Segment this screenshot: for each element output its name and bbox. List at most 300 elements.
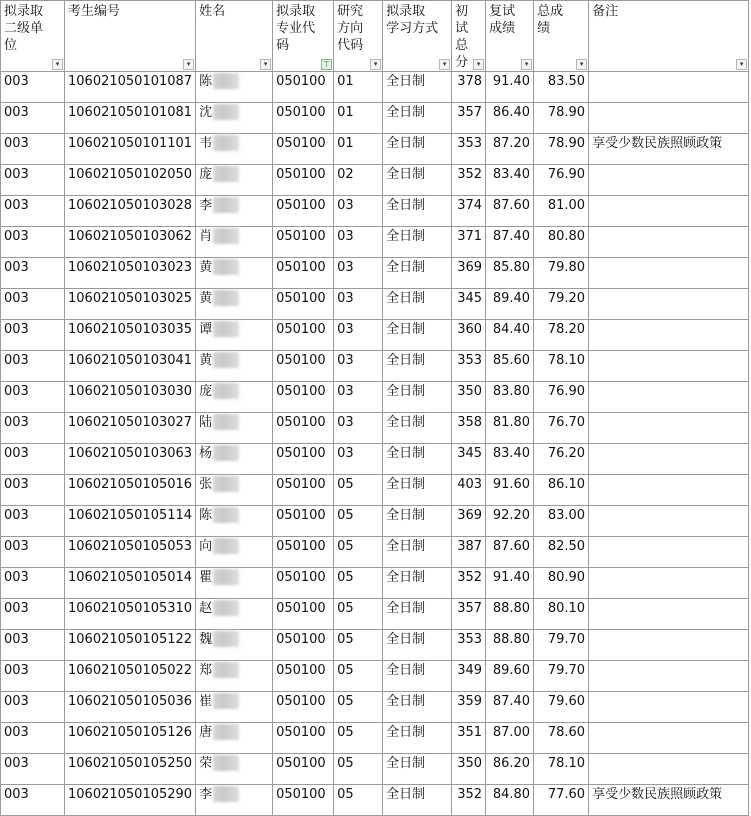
cell-retest[interactable]: 83.40: [486, 444, 534, 475]
cell-retest[interactable]: 87.60: [486, 196, 534, 227]
table-row: [1, 72, 749, 103]
cell-unit[interactable]: 003: [1, 630, 65, 661]
cell-name[interactable]: [196, 630, 273, 661]
cell-unit[interactable]: 003: [1, 599, 65, 630]
cell-note[interactable]: [589, 444, 749, 475]
cell-dir[interactable]: 03: [334, 382, 383, 413]
cell-retest[interactable]: 88.80: [486, 630, 534, 661]
cell-note[interactable]: [589, 630, 749, 661]
cell-note[interactable]: [589, 413, 749, 444]
name-text: 庞: [199, 384, 213, 399]
cell-name[interactable]: [196, 320, 273, 351]
cell-id[interactable]: 106021050102050: [65, 165, 196, 196]
cell-initial[interactable]: 357: [452, 103, 486, 134]
cell-unit[interactable]: 003: [1, 754, 65, 785]
cell-unit[interactable]: 003: [1, 320, 65, 351]
table-row: [1, 785, 749, 816]
cell-major[interactable]: 050100: [273, 661, 334, 692]
cell-name[interactable]: [196, 103, 273, 134]
cell-unit[interactable]: 003: [1, 165, 65, 196]
cell-major[interactable]: 050100: [273, 227, 334, 258]
cell-unit[interactable]: 003: [1, 692, 65, 723]
cell-mode[interactable]: 全日制: [383, 227, 452, 258]
redaction-blur: [213, 104, 239, 120]
cell-initial[interactable]: 403: [452, 475, 486, 506]
cell-mode[interactable]: 全日制: [383, 568, 452, 599]
cell-mode[interactable]: 全日制: [383, 258, 452, 289]
cell-mode[interactable]: 全日制: [383, 72, 452, 103]
name-text: 黄: [199, 291, 213, 306]
cell-mode[interactable]: 全日制: [383, 351, 452, 382]
cell-major[interactable]: 050100: [273, 599, 334, 630]
column-header-label: 考生编号: [68, 4, 121, 19]
cell-name[interactable]: [196, 196, 273, 227]
cell-major[interactable]: 050100: [273, 568, 334, 599]
cell-unit[interactable]: 003: [1, 785, 65, 816]
cell-unit[interactable]: 003: [1, 568, 65, 599]
cell-dir[interactable]: 03: [334, 351, 383, 382]
filter-dropdown-icon[interactable]: ▾: [52, 59, 63, 70]
cell-major[interactable]: 050100: [273, 72, 334, 103]
cell-mode[interactable]: 全日制: [383, 537, 452, 568]
cell-major[interactable]: 050100: [273, 196, 334, 227]
cell-major[interactable]: 050100: [273, 289, 334, 320]
cell-total[interactable]: 78.10: [534, 754, 589, 785]
cell-initial[interactable]: 387: [452, 537, 486, 568]
cell-unit[interactable]: 003: [1, 413, 65, 444]
filter-dropdown-icon[interactable]: ▾: [260, 59, 271, 70]
cell-initial[interactable]: 378: [452, 72, 486, 103]
cell-retest[interactable]: 91.60: [486, 475, 534, 506]
redaction-blur: [213, 786, 239, 802]
cell-retest[interactable]: 92.20: [486, 506, 534, 537]
name-text: 李: [199, 198, 213, 213]
cell-unit[interactable]: 003: [1, 661, 65, 692]
cell-unit[interactable]: 003: [1, 382, 65, 413]
redaction-blur: [213, 755, 239, 771]
column-header-mode[interactable]: [383, 1, 452, 72]
cell-total[interactable]: 79.70: [534, 661, 589, 692]
cell-retest[interactable]: 87.20: [486, 134, 534, 165]
cell-note[interactable]: [589, 227, 749, 258]
cell-id[interactable]: 106021050103025: [65, 289, 196, 320]
cell-retest[interactable]: 87.60: [486, 537, 534, 568]
column-header-label: 拟录取 学习方式: [386, 4, 439, 36]
cell-id[interactable]: 106021050105016: [65, 475, 196, 506]
cell-name[interactable]: [196, 568, 273, 599]
redaction-blur: [213, 445, 239, 461]
cell-retest[interactable]: 85.80: [486, 258, 534, 289]
cell-mode[interactable]: 全日制: [383, 165, 452, 196]
cell-dir[interactable]: 03: [334, 289, 383, 320]
cell-unit[interactable]: 003: [1, 196, 65, 227]
cell-dir[interactable]: 05: [334, 475, 383, 506]
cell-total[interactable]: 81.00: [534, 196, 589, 227]
cell-note[interactable]: [589, 692, 749, 723]
cell-name[interactable]: [196, 661, 273, 692]
cell-major[interactable]: 050100: [273, 506, 334, 537]
cell-major[interactable]: 050100: [273, 475, 334, 506]
cell-total[interactable]: 76.90: [534, 382, 589, 413]
cell-mode[interactable]: 全日制: [383, 382, 452, 413]
cell-dir[interactable]: 05: [334, 692, 383, 723]
cell-id[interactable]: 106021050105290: [65, 785, 196, 816]
cell-retest[interactable]: 91.40: [486, 72, 534, 103]
cell-major[interactable]: 050100: [273, 165, 334, 196]
table-row: [1, 723, 749, 754]
cell-dir[interactable]: 03: [334, 258, 383, 289]
cell-mode[interactable]: 全日制: [383, 103, 452, 134]
cell-total[interactable]: 79.80: [534, 258, 589, 289]
cell-dir[interactable]: 05: [334, 723, 383, 754]
cell-major[interactable]: 050100: [273, 351, 334, 382]
cell-note[interactable]: [589, 382, 749, 413]
cell-retest[interactable]: 88.80: [486, 599, 534, 630]
cell-dir[interactable]: 05: [334, 630, 383, 661]
cell-id[interactable]: 106021050103028: [65, 196, 196, 227]
cell-mode[interactable]: 全日制: [383, 475, 452, 506]
cell-note[interactable]: 享受少数民族照顾政策: [589, 134, 749, 165]
cell-unit[interactable]: 003: [1, 134, 65, 165]
redaction-blur: [213, 538, 239, 554]
redaction-blur: [213, 662, 239, 678]
cell-name[interactable]: [196, 165, 273, 196]
cell-id[interactable]: 106021050105310: [65, 599, 196, 630]
cell-name[interactable]: [196, 134, 273, 165]
cell-id[interactable]: 106021050103027: [65, 413, 196, 444]
column-header-initial[interactable]: [452, 1, 486, 72]
cell-total[interactable]: 80.90: [534, 568, 589, 599]
cell-dir[interactable]: 05: [334, 506, 383, 537]
cell-name[interactable]: [196, 382, 273, 413]
cell-note[interactable]: [589, 258, 749, 289]
cell-major[interactable]: 050100: [273, 382, 334, 413]
cell-dir[interactable]: 05: [334, 754, 383, 785]
cell-initial[interactable]: 352: [452, 165, 486, 196]
cell-dir[interactable]: 01: [334, 134, 383, 165]
cell-initial[interactable]: 371: [452, 227, 486, 258]
cell-total[interactable]: 80.80: [534, 227, 589, 258]
cell-major[interactable]: 050100: [273, 103, 334, 134]
cell-mode[interactable]: 全日制: [383, 320, 452, 351]
cell-note[interactable]: [589, 165, 749, 196]
cell-unit[interactable]: 003: [1, 537, 65, 568]
cell-total[interactable]: 80.10: [534, 599, 589, 630]
cell-initial[interactable]: 357: [452, 599, 486, 630]
cell-id[interactable]: 106021050105122: [65, 630, 196, 661]
cell-id[interactable]: 106021050101087: [65, 72, 196, 103]
redaction-blur: [213, 414, 239, 430]
cell-id[interactable]: 106021050103063: [65, 444, 196, 475]
cell-name[interactable]: [196, 475, 273, 506]
cell-total[interactable]: 76.90: [534, 165, 589, 196]
cell-note[interactable]: [589, 723, 749, 754]
cell-major[interactable]: 050100: [273, 320, 334, 351]
cell-total[interactable]: 78.10: [534, 351, 589, 382]
cell-dir[interactable]: 01: [334, 72, 383, 103]
cell-total[interactable]: 83.50: [534, 72, 589, 103]
cell-dir[interactable]: 03: [334, 444, 383, 475]
cell-name[interactable]: [196, 692, 273, 723]
cell-id[interactable]: 106021050105126: [65, 723, 196, 754]
cell-id[interactable]: 106021050103030: [65, 382, 196, 413]
name-text: 韦: [199, 136, 213, 151]
cell-name[interactable]: [196, 537, 273, 568]
column-header-total[interactable]: [534, 1, 589, 72]
cell-initial[interactable]: 359: [452, 692, 486, 723]
cell-note[interactable]: 享受少数民族照顾政策: [589, 785, 749, 816]
column-header-retest[interactable]: [486, 1, 534, 72]
cell-name[interactable]: [196, 351, 273, 382]
cell-total[interactable]: 82.50: [534, 537, 589, 568]
cell-mode[interactable]: 全日制: [383, 134, 452, 165]
cell-dir[interactable]: 05: [334, 785, 383, 816]
cell-major[interactable]: 050100: [273, 134, 334, 165]
cell-major[interactable]: 050100: [273, 785, 334, 816]
cell-name[interactable]: [196, 754, 273, 785]
cell-name[interactable]: [196, 723, 273, 754]
name-text: 魏: [199, 632, 213, 647]
cell-id[interactable]: 106021050103023: [65, 258, 196, 289]
cell-mode[interactable]: 全日制: [383, 444, 452, 475]
cell-retest[interactable]: 84.40: [486, 320, 534, 351]
cell-major[interactable]: 050100: [273, 413, 334, 444]
cell-name[interactable]: [196, 599, 273, 630]
name-text: 李: [199, 787, 213, 802]
cell-unit[interactable]: 003: [1, 103, 65, 134]
cell-id[interactable]: 106021050101081: [65, 103, 196, 134]
cell-unit[interactable]: 003: [1, 723, 65, 754]
cell-mode[interactable]: 全日制: [383, 413, 452, 444]
filter-dropdown-icon[interactable]: ▾: [521, 59, 532, 70]
cell-retest[interactable]: 91.40: [486, 568, 534, 599]
name-text: 庞: [199, 167, 213, 182]
cell-note[interactable]: [589, 506, 749, 537]
cell-unit[interactable]: 003: [1, 475, 65, 506]
cell-retest[interactable]: 87.40: [486, 227, 534, 258]
cell-note[interactable]: [589, 599, 749, 630]
table-row: [1, 661, 749, 692]
cell-retest[interactable]: 86.20: [486, 754, 534, 785]
cell-dir[interactable]: 05: [334, 661, 383, 692]
cell-total[interactable]: 78.20: [534, 320, 589, 351]
cell-id[interactable]: 106021050105250: [65, 754, 196, 785]
cell-note[interactable]: [589, 661, 749, 692]
name-text: 唐: [199, 725, 213, 740]
column-header-label: 复试成绩: [489, 4, 516, 36]
cell-total[interactable]: 76.20: [534, 444, 589, 475]
cell-total[interactable]: 78.90: [534, 103, 589, 134]
cell-id[interactable]: 106021050103041: [65, 351, 196, 382]
redaction-blur: [213, 600, 239, 616]
cell-total[interactable]: 83.00: [534, 506, 589, 537]
cell-retest[interactable]: 89.40: [486, 289, 534, 320]
cell-initial[interactable]: 369: [452, 258, 486, 289]
cell-id[interactable]: 106021050105014: [65, 568, 196, 599]
cell-name[interactable]: [196, 444, 273, 475]
cell-id[interactable]: 106021050101101: [65, 134, 196, 165]
cell-unit[interactable]: 003: [1, 227, 65, 258]
cell-note[interactable]: [589, 289, 749, 320]
cell-total[interactable]: 78.90: [534, 134, 589, 165]
cell-initial[interactable]: 369: [452, 506, 486, 537]
cell-note[interactable]: [589, 475, 749, 506]
cell-total[interactable]: 76.70: [534, 413, 589, 444]
cell-unit[interactable]: 003: [1, 351, 65, 382]
cell-note[interactable]: [589, 351, 749, 382]
column-header-unit[interactable]: [1, 1, 65, 72]
cell-unit[interactable]: 003: [1, 506, 65, 537]
cell-dir[interactable]: 02: [334, 165, 383, 196]
name-text: 肖: [199, 229, 213, 244]
filter-dropdown-icon[interactable]: ▾: [473, 59, 484, 70]
redaction-blur: [213, 383, 239, 399]
column-header-name[interactable]: [196, 1, 273, 72]
cell-major[interactable]: 050100: [273, 754, 334, 785]
cell-note[interactable]: [589, 320, 749, 351]
table-row: [1, 599, 749, 630]
cell-major[interactable]: 050100: [273, 692, 334, 723]
cell-initial[interactable]: 358: [452, 413, 486, 444]
cell-initial[interactable]: 345: [452, 444, 486, 475]
cell-name[interactable]: [196, 289, 273, 320]
cell-id[interactable]: 106021050105036: [65, 692, 196, 723]
cell-total[interactable]: 78.60: [534, 723, 589, 754]
cell-retest[interactable]: 87.40: [486, 692, 534, 723]
cell-initial[interactable]: 353: [452, 134, 486, 165]
filter-dropdown-icon[interactable]: ▾: [576, 59, 587, 70]
cell-name[interactable]: [196, 72, 273, 103]
cell-unit[interactable]: 003: [1, 289, 65, 320]
cell-initial[interactable]: 345: [452, 289, 486, 320]
cell-name[interactable]: [196, 258, 273, 289]
table-row: [1, 475, 749, 506]
cell-mode[interactable]: 全日制: [383, 785, 452, 816]
name-text: 黄: [199, 353, 213, 368]
cell-id[interactable]: 106021050105114: [65, 506, 196, 537]
cell-unit[interactable]: 003: [1, 72, 65, 103]
cell-retest[interactable]: 83.80: [486, 382, 534, 413]
cell-total[interactable]: 77.60: [534, 785, 589, 816]
cell-mode[interactable]: 全日制: [383, 599, 452, 630]
cell-retest[interactable]: 84.80: [486, 785, 534, 816]
name-text: 向: [199, 539, 213, 554]
cell-retest[interactable]: 87.00: [486, 723, 534, 754]
cell-mode[interactable]: 全日制: [383, 289, 452, 320]
name-text: 郑: [199, 663, 213, 678]
cell-retest[interactable]: 81.80: [486, 413, 534, 444]
cell-major[interactable]: 050100: [273, 630, 334, 661]
cell-dir[interactable]: 05: [334, 568, 383, 599]
filter-dropdown-icon[interactable]: ▾: [183, 59, 194, 70]
cell-initial[interactable]: 350: [452, 382, 486, 413]
filter-dropdown-icon[interactable]: ▾: [736, 59, 747, 70]
redaction-blur: [213, 73, 239, 89]
name-text: 杨: [199, 446, 213, 461]
cell-dir[interactable]: 03: [334, 227, 383, 258]
cell-major[interactable]: 050100: [273, 258, 334, 289]
cell-initial[interactable]: 351: [452, 723, 486, 754]
column-header-note[interactable]: [589, 1, 749, 72]
cell-dir[interactable]: 01: [334, 103, 383, 134]
cell-name[interactable]: [196, 506, 273, 537]
column-header-label: 初试总分: [455, 4, 469, 70]
cell-dir[interactable]: 05: [334, 537, 383, 568]
cell-total[interactable]: 79.60: [534, 692, 589, 723]
filter-active-icon[interactable]: ⊤: [321, 59, 332, 70]
cell-major[interactable]: 050100: [273, 444, 334, 475]
table-row: [1, 289, 749, 320]
cell-total[interactable]: 86.10: [534, 475, 589, 506]
cell-note[interactable]: [589, 568, 749, 599]
cell-dir[interactable]: 03: [334, 196, 383, 227]
cell-note[interactable]: [589, 196, 749, 227]
cell-dir[interactable]: 05: [334, 599, 383, 630]
cell-major[interactable]: 050100: [273, 537, 334, 568]
cell-name[interactable]: [196, 227, 273, 258]
cell-total[interactable]: 79.70: [534, 630, 589, 661]
cell-id[interactable]: 106021050105053: [65, 537, 196, 568]
cell-unit[interactable]: 003: [1, 258, 65, 289]
column-header-id[interactable]: [65, 1, 196, 72]
cell-note[interactable]: [589, 103, 749, 134]
cell-initial[interactable]: 349: [452, 661, 486, 692]
cell-total[interactable]: 79.20: [534, 289, 589, 320]
cell-initial[interactable]: 374: [452, 196, 486, 227]
column-header-dir[interactable]: [334, 1, 383, 72]
cell-initial[interactable]: 352: [452, 785, 486, 816]
redaction-blur: [213, 228, 239, 244]
redaction-blur: [213, 321, 239, 337]
column-header-major[interactable]: [273, 1, 334, 72]
cell-note[interactable]: [589, 537, 749, 568]
redaction-blur: [213, 259, 239, 275]
cell-name[interactable]: [196, 413, 273, 444]
cell-initial[interactable]: 350: [452, 754, 486, 785]
redaction-blur: [213, 197, 239, 213]
table-row: [1, 692, 749, 723]
cell-mode[interactable]: 全日制: [383, 754, 452, 785]
cell-initial[interactable]: 352: [452, 568, 486, 599]
filter-dropdown-icon[interactable]: ▾: [370, 59, 381, 70]
cell-name[interactable]: [196, 785, 273, 816]
cell-id[interactable]: 106021050103062: [65, 227, 196, 258]
redaction-blur: [213, 476, 239, 492]
cell-unit[interactable]: 003: [1, 444, 65, 475]
cell-id[interactable]: 106021050103035: [65, 320, 196, 351]
cell-mode[interactable]: 全日制: [383, 692, 452, 723]
cell-initial[interactable]: 353: [452, 351, 486, 382]
cell-retest[interactable]: 83.40: [486, 165, 534, 196]
cell-note[interactable]: [589, 754, 749, 785]
cell-id[interactable]: 106021050105022: [65, 661, 196, 692]
cell-dir[interactable]: 03: [334, 413, 383, 444]
cell-mode[interactable]: 全日制: [383, 630, 452, 661]
cell-mode[interactable]: 全日制: [383, 506, 452, 537]
cell-mode[interactable]: 全日制: [383, 661, 452, 692]
cell-retest[interactable]: 85.60: [486, 351, 534, 382]
cell-mode[interactable]: 全日制: [383, 196, 452, 227]
cell-note[interactable]: [589, 72, 749, 103]
cell-retest[interactable]: 89.60: [486, 661, 534, 692]
filter-dropdown-icon[interactable]: ▾: [439, 59, 450, 70]
cell-retest[interactable]: 86.40: [486, 103, 534, 134]
cell-major[interactable]: 050100: [273, 723, 334, 754]
cell-mode[interactable]: 全日制: [383, 723, 452, 754]
cell-initial[interactable]: 360: [452, 320, 486, 351]
cell-initial[interactable]: 353: [452, 630, 486, 661]
cell-dir[interactable]: 03: [334, 320, 383, 351]
